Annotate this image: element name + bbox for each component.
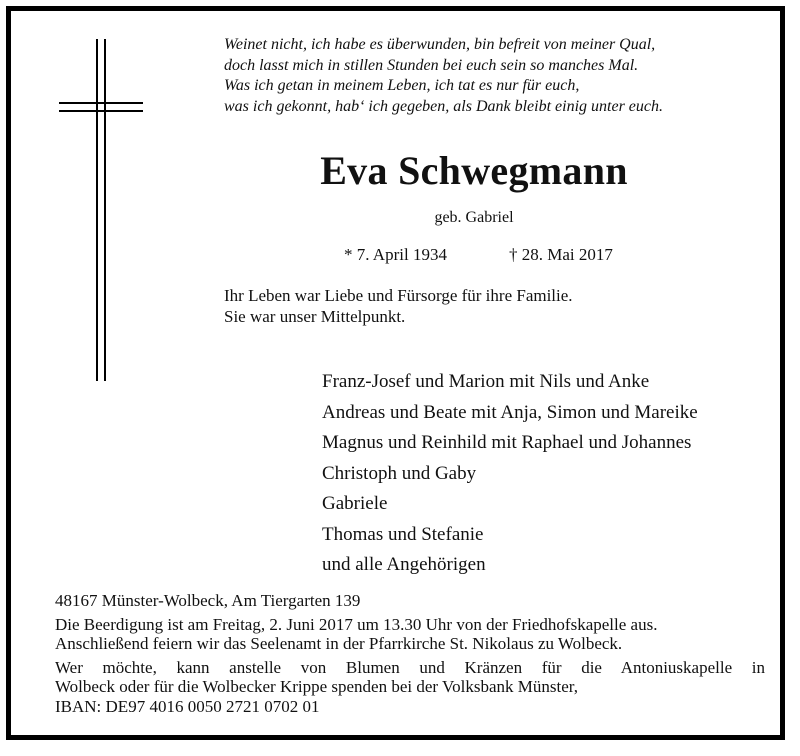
mourner-entry: und alle Angehörigen	[322, 554, 486, 575]
maiden-name: geb. Gabriel	[434, 209, 514, 226]
funeral-info	[55, 615, 765, 654]
mourner-entry: Franz-Josef und Marion mit Nils und Anke	[322, 371, 650, 392]
poem	[224, 35, 764, 117]
poem-line: was ich gekonnt, hab‘ ich gegeben, als Dank bleibt einig unter euch.	[224, 97, 664, 115]
memorial-quote	[224, 285, 744, 327]
mourner-entry: Thomas und Stefanie	[322, 523, 484, 545]
deceased-name: Eva Schwegmann	[320, 148, 628, 193]
death-date: † 28. Mai 2017	[509, 245, 613, 264]
obituary-notice	[6, 6, 785, 740]
quote-line: Ihr Leben war Liebe und Fürsorge für ihre Familie.	[224, 286, 573, 305]
address: 48167 Münster-Wolbeck, Am Tiergarten 139	[55, 591, 361, 610]
mourners-list	[322, 367, 782, 581]
mourner-entry: Andreas und Beate mit Anja, Simon und Mareike	[322, 401, 698, 423]
footer-info	[55, 591, 765, 720]
donation-line: Wer möchte, kann anstelle von Blumen und Kränzen für die Antoniuskapelle in	[55, 657, 765, 677]
poem-line: Weinet nicht, ich habe es überwunden, bin befreit von meiner Qual,	[224, 36, 656, 53]
cross-icon	[59, 39, 143, 381]
funeral-line: Die Beerdigung ist am Freitag, 2. Juni 2017 um 13.30 Uhr von der Friedhofskapelle aus.	[55, 614, 658, 634]
birth-date: * 7. April 1934	[344, 245, 447, 264]
poem-line: Was ich getan in meinem Leben, ich tat es nur für euch,	[224, 77, 580, 94]
funeral-line: Anschließend feiern wir das Seelenamt in der Pfarrkirche St. Nikolaus zu Wolbeck.	[55, 634, 623, 653]
donation-line: Wolbeck oder für die Wolbecker Krippe spenden bei der Volksbank Münster,	[55, 677, 578, 696]
quote-line: Sie war unser Mittelpunkt.	[224, 307, 406, 326]
iban: IBAN: DE97 4016 0050 2721 0702 01	[55, 696, 320, 716]
mourner-entry: Christoph und Gaby	[322, 462, 477, 484]
mourner-entry: Gabriele	[322, 493, 388, 514]
poem-line: doch lasst mich in stillen Stunden bei euch sein so manches Mal.	[224, 56, 639, 74]
donation-info	[55, 658, 765, 717]
mourner-entry: Magnus und Reinhild mit Raphael und Johannes	[322, 432, 692, 453]
